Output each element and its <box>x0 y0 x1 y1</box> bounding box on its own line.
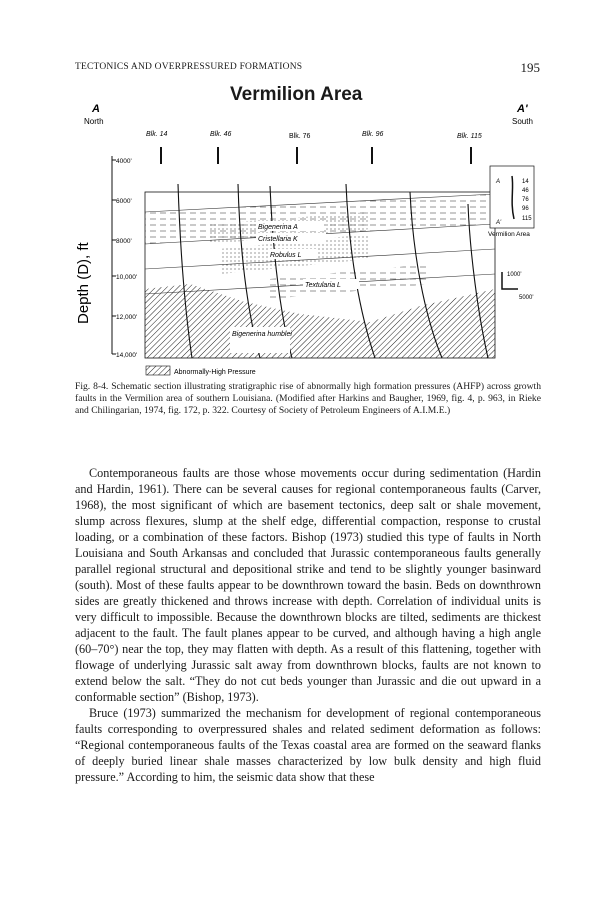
figure-caption: Fig. 8-4. Schematic section illustrating stratigraphic rise of abnormally high formation pressures (AHFP) across growth faults in the Vermilion area of southern Louisiana. (Modified after Harkins and Baugher, 1969, fig. 4, p. 963, in Rieke and Chilingarian, 1974, fig. 172, p. 322. Courtesy of Society of Petroleum Engineers of A.I.M.E.) <box>75 381 541 417</box>
body-text <box>75 465 541 785</box>
paragraph: Bruce (1973) summarized the mechanism for development of regional contemporaneous faults corresponding to overpressured shales and related sediment deformation as follows: “Regional contemporaneous faults of the Texas coastal area are formed on the seaward flanks of deeply buried linear shale masses characterized by low bulk density and high fluid pressure.” According to him, the seismic data show that these <box>75 706 541 784</box>
inset-label: 46 <box>522 188 529 194</box>
block-label: Blk. 115 <box>457 133 482 140</box>
scale-label: 5000' <box>519 295 534 301</box>
legend-swatch <box>146 366 170 375</box>
block-label: Blk. 76 <box>289 133 311 140</box>
depth-axis-label: Depth (D), ft <box>75 242 92 324</box>
well-markers <box>161 147 471 164</box>
depth-tick: 14,000' <box>116 352 138 359</box>
scale-label: 1000' <box>507 272 522 278</box>
depth-tick: 8000' <box>116 238 132 245</box>
inset-label: 14 <box>522 179 529 185</box>
running-title: TECTONICS AND OVERPRESSURED FORMATIONS <box>75 62 303 72</box>
right-end-letter: A' <box>517 103 528 115</box>
cross-section-diagram <box>70 84 550 379</box>
inset-label: A' <box>496 220 502 226</box>
block-label: Blk. 46 <box>210 131 232 138</box>
inset-label: 96 <box>522 206 529 212</box>
section-body <box>145 184 495 358</box>
depth-tick: 4000' <box>116 158 132 165</box>
depth-tick: 6000' <box>116 198 132 205</box>
block-label: Blk. 96 <box>362 131 384 138</box>
unit-label: Cristellaria K <box>258 236 298 243</box>
depth-tick: 10,000' <box>116 274 138 281</box>
running-head <box>75 62 540 76</box>
inset-label: 115 <box>522 216 532 222</box>
scale-bar <box>502 272 534 301</box>
unit-label: Bigenerina humblei <box>232 331 292 338</box>
inset-map <box>488 166 534 238</box>
inset-label: 76 <box>522 197 529 203</box>
figure-title: Vermilion Area <box>230 84 363 105</box>
depth-tick: 12,000' <box>116 314 138 321</box>
right-end-direction: South <box>512 117 533 126</box>
inset-title: Vermilion Area <box>488 231 530 238</box>
legend-label: Abnormally-High Pressure <box>174 369 256 376</box>
unit-label: Robulus L <box>270 252 302 259</box>
page-number: 195 <box>520 60 540 75</box>
depth-ticks <box>112 158 137 359</box>
unit-label: Textularia L <box>305 282 341 289</box>
figure-8-4 <box>70 84 550 379</box>
unit-label: Bigenerina A <box>258 224 298 231</box>
left-end-letter: A <box>92 103 100 115</box>
paragraph: Contemporaneous faults are those whose movements occur during sedimentation (Hardin and Hardin, 1961). There can be several causes for regional contemporaneous faults (Carver, 1968), the most significant of which are basement tectonics, deep salt or shale movement, slump across flexures, slump at the shelf edge, differential compaction, response to crustal loading, or a combination of these factors. Bishop (1973) studied this type of faults in North Louisiana and South Arkansas and concluded that Jurassic contemporaneous faults generally parallel regional structural and depositional strike and tend to be slightly younger basinward (south). Most of these faults appear to be downthrown toward the basin. Beds on downthrown sides are greatly thickened and throws increase with depth. Correlation of individual units is very difficult to impossible. Because the downthrown blocks are tilted, sediments are thickest adjacent to the fault. The fault planes appear to be curved, and although having a high angle (60–70°) near the top, they may flatten with depth. As a result of this flattening, together with flowage of underlying Jurassic salt away from downthrown blocks, faults are not known to extend below the salt. “They do not cut beds younger than Jurassic and die out upward in a conformable section” (Bishop, 1973). <box>75 466 541 704</box>
left-end-direction: North <box>84 117 104 126</box>
block-label: Blk. 14 <box>146 131 168 138</box>
inset-label: A <box>496 179 501 185</box>
